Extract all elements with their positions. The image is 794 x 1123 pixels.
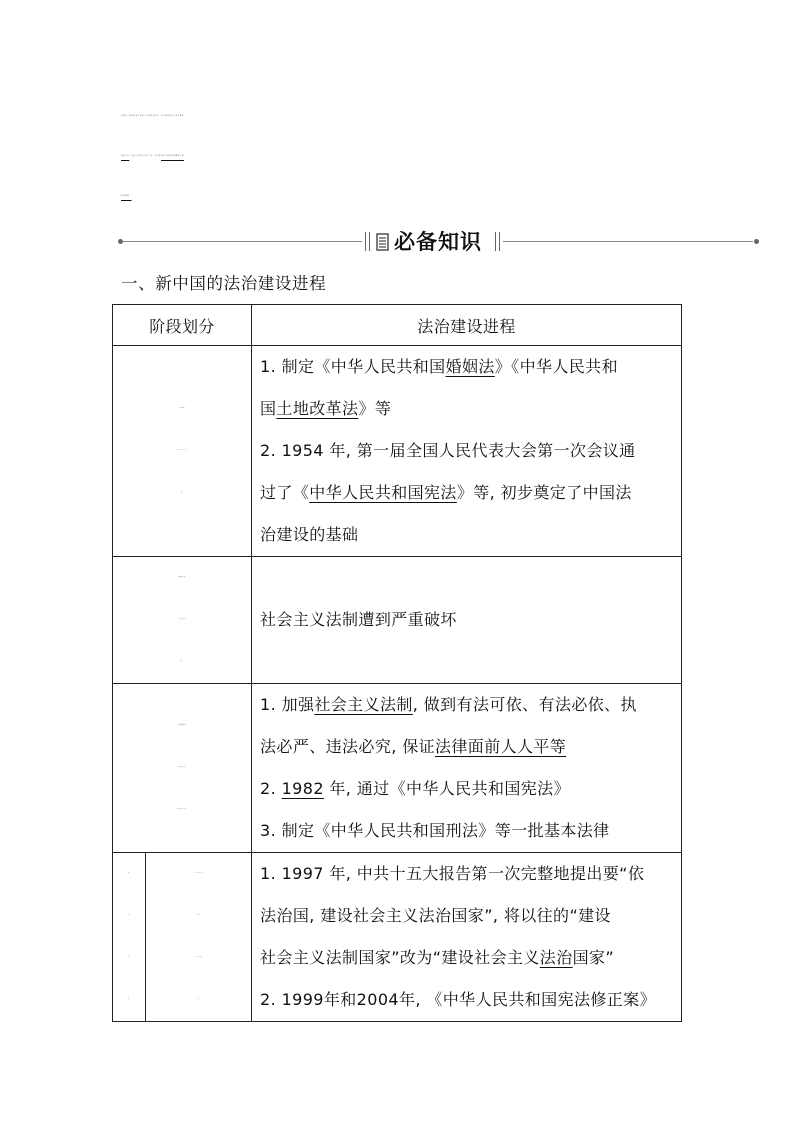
stage-char: 善: [128, 915, 130, 916]
stage-char: 时: [128, 957, 130, 958]
progress-line: [260, 853, 677, 895]
progress-line: [260, 599, 677, 641]
section-banner: [118, 226, 762, 258]
banner-tick: [365, 232, 366, 251]
text: 2. 1999年和2004年, 《中华人民共和国宪法修正案》: [260, 990, 656, 1009]
text: 社会主义法制遭到严重破坏: [260, 610, 457, 629]
text: 年, 通过《中华人民共和国宪法》: [323, 779, 570, 798]
stage-char: 完: [128, 873, 130, 874]
stage-char: 期: [128, 999, 130, 1000]
text: , 做到有法可依、有法必依、执: [412, 695, 637, 714]
text: 法治国, 建设社会主义法治国家”, 将以往的“建设: [260, 906, 611, 925]
text: 》等: [358, 399, 392, 418]
stage-text: 新的发展时期: [177, 725, 187, 726]
intro-paragraph: [121, 97, 681, 217]
underlined-term: 中华人民共和国宪法: [309, 483, 457, 502]
table-row: [113, 684, 682, 853]
progress-cell: [252, 557, 682, 684]
intro-line-3: [121, 177, 681, 217]
section-heading: 一、新中国的法治建设进程: [121, 274, 327, 293]
table-row: [113, 853, 682, 1022]
sub-stage-cell: [146, 853, 252, 1022]
stage-text: (改革开放后至: [177, 767, 187, 768]
progress-line: [260, 979, 677, 1021]
underlined-term: 建设相统一: [121, 196, 132, 197]
table-header-row: [113, 305, 682, 346]
underlined-term: 物质文明建设和精神文明: [160, 156, 185, 157]
law-progress-table: [112, 304, 682, 1022]
intro-text: 。建设中国特色社会主义, 要求把: [129, 156, 161, 157]
underlined-term: 土地改革法: [276, 399, 359, 418]
banner-rule-left: [122, 241, 362, 242]
text: 3. 制定《中华人民共和国刑法》等一批基本法律: [260, 821, 610, 840]
underlined-term: 法治: [539, 948, 573, 967]
text: 》等, 初步奠定了中国法: [456, 483, 632, 502]
progress-cell: [252, 853, 682, 1022]
banner-tick: [495, 232, 496, 251]
progress-line: [260, 768, 677, 810]
progress-line: [260, 472, 677, 514]
text: 2.: [260, 779, 282, 798]
banner-rule-right: [503, 241, 753, 242]
stage-cell: [113, 346, 252, 557]
sub-stage-text: 20 世纪 90: [194, 873, 203, 874]
sub-stage-text: 至 21 世纪: [194, 957, 203, 958]
progress-cell: [252, 346, 682, 557]
table-row: [113, 557, 682, 684]
sub-stage-text: 初: [197, 999, 200, 1000]
progress-line: [260, 810, 677, 852]
progress-line: [260, 726, 677, 768]
text: 》《中华人民共和: [494, 357, 618, 376]
banner-dot-right: [754, 239, 759, 244]
stage-text: 20世纪80年代): [176, 809, 188, 810]
stage-cell-vertical: [113, 853, 146, 1022]
text: 过了《: [260, 483, 310, 502]
text: 1. 制定《中华人民共和国: [260, 357, 446, 376]
underlined-term: 1982: [281, 779, 324, 798]
stage-text: 初创时期: [179, 408, 185, 409]
progress-line: [260, 388, 677, 430]
stage-text: 代): [180, 492, 184, 493]
intro-line-2: [121, 137, 681, 177]
intro-line-1: [121, 97, 681, 137]
stage-text: (20 世纪 50 年: [176, 450, 188, 451]
text: 2. 1954 年, 第一届全国人民代表大会第一次会议通: [260, 441, 636, 460]
intro-text: 。: [131, 196, 134, 197]
banner-tick: [499, 232, 500, 251]
underlined-term: 法律面前人人平等: [435, 737, 567, 756]
header-stage: 阶段划分: [113, 305, 252, 346]
progress-line: [260, 937, 677, 979]
underlined-term: 发展方向: [121, 156, 130, 157]
underlined-term: 婚姻法: [445, 357, 495, 376]
text: 国家”: [572, 948, 615, 967]
text: 1. 加强: [260, 695, 315, 714]
progress-line: [260, 430, 677, 472]
stage-text: 命”): [180, 661, 184, 662]
table-row: [113, 346, 682, 557]
underlined-term: 社会主义法制: [314, 695, 413, 714]
text: 法必严、违法必究, 保证: [260, 737, 435, 756]
stage-cell: [113, 684, 252, 853]
stage-text: 被破坏时期: [178, 577, 186, 578]
banner-tick: [369, 232, 370, 251]
text: 1. 1997 年, 中共十五大报告第一次完整地提出要“依: [260, 864, 645, 883]
progress-cell: [252, 684, 682, 853]
banner-title: 必备知识: [394, 229, 482, 254]
progress-line: [260, 346, 677, 388]
intro-text: 对物质文明的建设不但起巨大的推动作用, 而且保证物质文明正确的: [121, 116, 185, 117]
progress-line: [260, 514, 677, 556]
progress-line: [260, 684, 677, 726]
text: 社会主义法制国家”改为“建设社会主义: [260, 948, 540, 967]
stage-cell: [113, 557, 252, 684]
book-icon: [376, 233, 389, 251]
text: 治建设的基础: [260, 525, 359, 544]
text: 国: [260, 399, 277, 418]
header-progress: 法治建设进程: [252, 305, 682, 346]
sub-stage-text: 年代: [197, 915, 200, 916]
progress-line: [260, 895, 677, 937]
stage-text: (“文化大革: [178, 619, 186, 620]
